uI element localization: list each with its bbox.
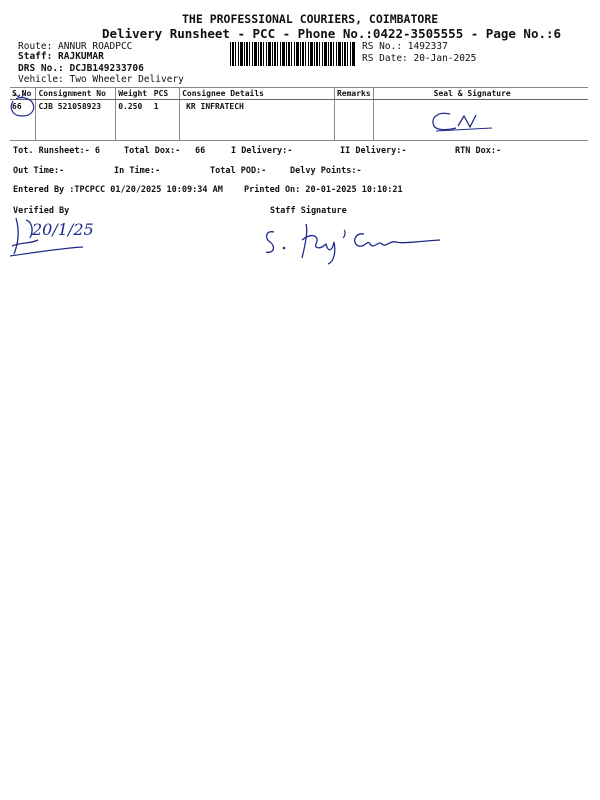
staff: Staff: RAJKUMAR xyxy=(18,51,104,62)
verified-by-label: Verified By xyxy=(13,206,70,216)
cell-pcs: 1 xyxy=(153,102,159,111)
seal-initials-mark xyxy=(428,108,498,136)
total-dox: Total Dox:- xyxy=(124,146,181,156)
rs-date: RS Date: 20-Jan-2025 xyxy=(362,53,477,64)
staff-signature-label: Staff Signature xyxy=(270,206,347,216)
col-sno: S.No xyxy=(10,88,36,100)
drs-number: DRS No.: DCJB149233706 xyxy=(18,63,144,74)
total-dox-value: 66 xyxy=(195,146,206,156)
cell-consignee: KR INFRATECH xyxy=(180,100,335,141)
delvy-points: Delvy Points:- xyxy=(290,166,362,176)
col-consignment-no: Consignment No xyxy=(36,88,116,100)
in-time: In Time:- xyxy=(114,166,161,176)
route: Route: ANNUR ROADPCC xyxy=(18,41,133,52)
rs-number: RS No.: 1492337 xyxy=(362,41,448,52)
printed-on: Printed On: 20-01-2025 10:10:21 xyxy=(244,185,403,195)
cell-sno: 66 xyxy=(12,102,22,111)
total-pod: Total POD:- xyxy=(210,166,267,176)
out-time: Out Time:- xyxy=(13,166,65,176)
verified-date: 20/1/25 xyxy=(32,220,94,239)
tot-runsheet: Tot. Runsheet:- 6 xyxy=(13,146,100,156)
staff-signature-scribble xyxy=(262,218,452,264)
rtn-dox: RTN Dox:- xyxy=(455,146,502,156)
col-weight: Weight xyxy=(116,88,152,100)
entered-by: Entered By :TPCPCC 01/20/2025 10:09:34 AM xyxy=(13,185,223,195)
vehicle: Vehicle: Two Wheeler Delivery xyxy=(18,74,184,85)
col-remarks: Remarks xyxy=(334,88,373,100)
col-consignee-details: Consignee Details xyxy=(180,88,335,100)
company-name: THE PROFESSIONAL COURIERS, COIMBATORE xyxy=(182,12,439,26)
col-seal-signature: Seal & Signature xyxy=(373,88,588,100)
cell-weight: 0.250 xyxy=(116,100,152,141)
i-delivery: I Delivery:- xyxy=(231,146,293,156)
cell-consignment-no: CJB 521058923 xyxy=(36,100,116,141)
runsheet-title: Delivery Runsheet - PCC - Phone No.:0422-3505555 - Page No.:6 xyxy=(102,26,562,41)
col-pcs: PCS xyxy=(152,88,180,100)
ii-delivery: II Delivery:- xyxy=(340,146,407,156)
